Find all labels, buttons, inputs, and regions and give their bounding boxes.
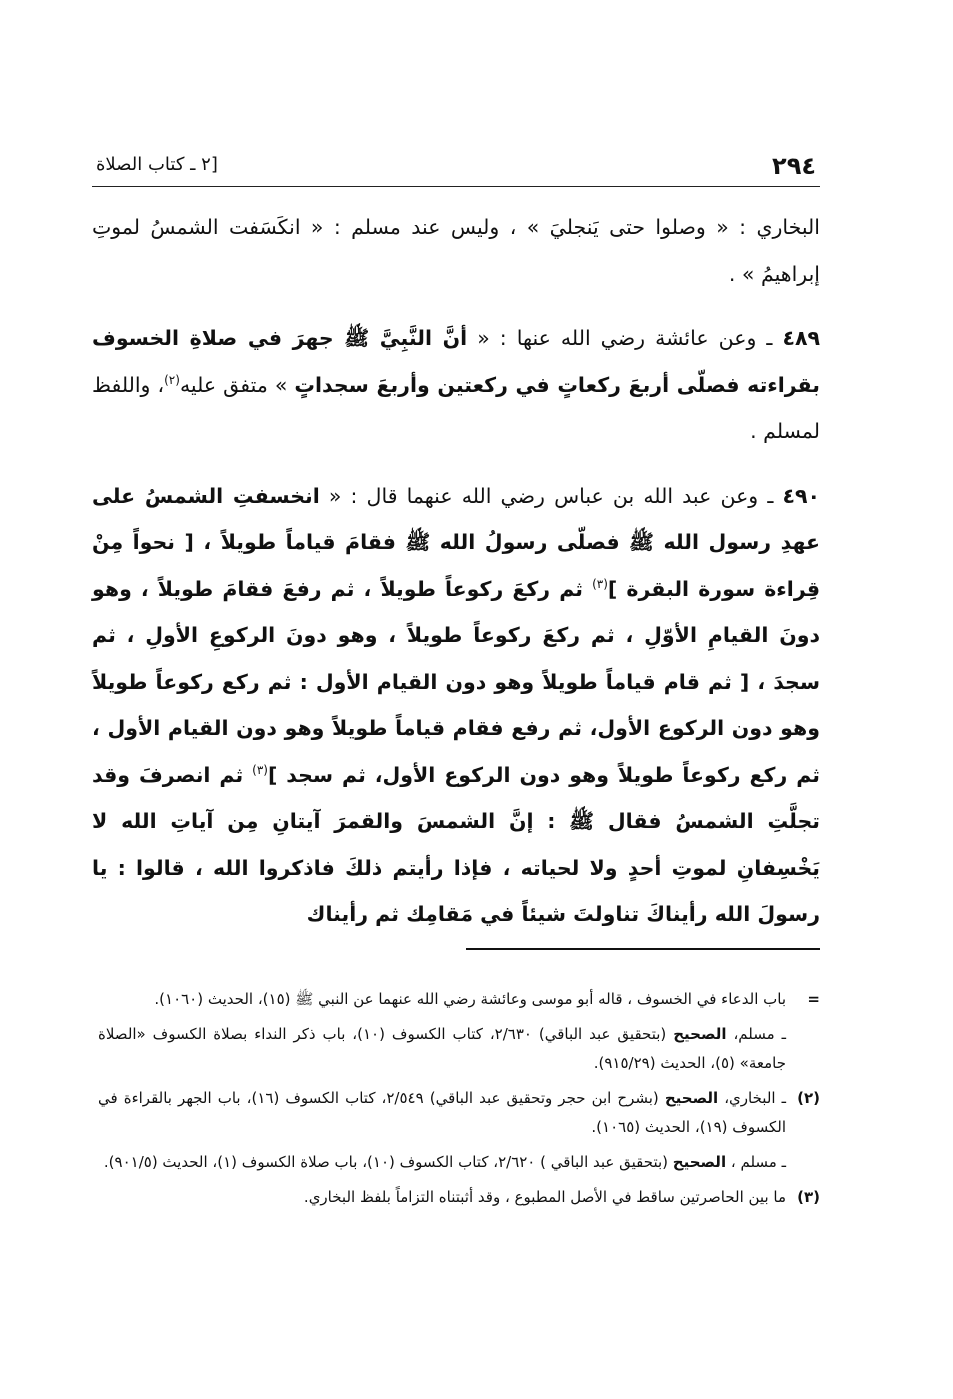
page-header — [92, 146, 820, 187]
hadith-text-part3: ثم انصرفَ وقد تجلَّتِ الشمسُ فقال ﷺ : إنَّ الشمسَ والقمرَ آيتانِ مِن آياتِ الله لا يَخْسِفانِ لموتِ أحدٍ ولا لحياته ، فإذا رأيتم ذلكَ فاذكروا الله ، قالوا : يا رسولَ الله رأيناكَ تناولتَ شيئاً في مَقامِك ثم رأيناك — [92, 762, 820, 926]
footnote-continuation-muslim — [98, 1020, 820, 1078]
book-title: الصحيح — [673, 1025, 727, 1043]
book-title: الصحيح — [664, 1089, 719, 1107]
footnote-mark: = — [807, 990, 820, 1008]
footnote-2 — [98, 1084, 820, 1142]
hadith-489 — [92, 315, 820, 455]
footnote-mark: (٣) — [797, 1188, 820, 1206]
footnote-text: ـ البخاري، — [718, 1089, 787, 1107]
hadith-text: أنَّ النَّبِيَّ ﷺ جهرَ في صلاةِ الخسوف بقراءته فصلّى أربعَ ركعاتٍ في ركعتين وأربعَ سجداتٍ — [92, 326, 820, 397]
footnote-ref[interactable]: (٣) — [592, 576, 608, 591]
footnote-ref[interactable]: (٣) — [252, 762, 268, 777]
footnote-text: (بتحقيق عبد الباقي) ٢/٦٣٠، كتاب الكسوف (١٠)، باب ذكر النداء بصلاة الكسوف «الصلاة جامعة» (٥)، الحديث (٩١٥/٢٩). — [98, 1025, 786, 1072]
footnote-ref[interactable]: (٢) — [164, 372, 180, 387]
hadith-490 — [92, 473, 820, 938]
footnote-mark: (٢) — [797, 1089, 820, 1107]
running-title: [٢ ـ كتاب الصلاة — [96, 154, 218, 175]
main-text — [92, 204, 820, 938]
footnote-text: ـ مسلم ، — [726, 1153, 786, 1171]
hadith-number: ٤٨٩ — [782, 326, 820, 350]
footnote-text: (بتحقيق عبد الباقي ) ٢/٦٢٠، كتاب الكسوف (١٠)، باب صلاة الكسوف (١)، الحديث (٩٠١/٥). — [103, 1153, 673, 1171]
footnote-3 — [98, 1183, 820, 1212]
footnotes — [98, 985, 820, 1218]
footnote-divider — [466, 948, 820, 950]
footnote-continuation — [98, 985, 820, 1014]
footnote-2-muslim — [98, 1148, 820, 1177]
hadith-number: ٤٩٠ — [782, 483, 820, 508]
hadith-tail: ، واللفظ لمسلم . — [92, 372, 820, 443]
hadith-intro: ـ وعن عبد الله بن عباس رضي الله عنهما قال : « — [319, 483, 783, 508]
hadith-intro: ـ وعن عائشة رضي الله عنها : « — [467, 326, 783, 350]
hadith-attribution: » متفق عليه — [179, 372, 295, 397]
page-number: ٢٩٤ — [772, 152, 816, 180]
hadith-text-part2: ثم ركعَ ركوعاً طويلاً ، ثم رفعَ فقامَ طويلاً ، وهو دونَ القيامِ الأوّلِ ، ثم ركعَ ركوعاً طويلاً ، وهو دونَ الركوعِ الأولِ ، ثم سجدَ ، [ ثم قام قياماً طويلاً وهو دون القيام الأول : ثم ركع ركوعاً طويلاً وهو دون الركوع الأول، ثم رفع فقام قياماً طويلاً وهو دون القيام الأول ، ثم ركع ركوعاً طويلاً وهو دون الركوع الأول، ثم سجد ] — [92, 576, 820, 787]
paragraph-continuation: البخاري : « وصلوا حتى يَنجليَ » ، وليس عند مسلم : « انكَسَفت الشمسُ لموتِ إبراهيمُ » . — [92, 215, 820, 286]
footnote-text: ـ مسلم، — [726, 1025, 786, 1043]
book-title: الصحيح — [672, 1153, 727, 1171]
hadith-text-part1: انخسفتِ الشمسُ على عهدِ رسول الله ﷺ فصلّى رسولُ الله ﷺ فقامَ قياماً طويلاً ، [ نحواً مِنْ قِراءة سورة البقرة ] — [92, 483, 820, 601]
footnote-text: ما بين الحاصرتين ساقط في الأصل المطبوع ، وقد أثبتناه التزاماً بلفظ البخاري. — [303, 1188, 786, 1206]
footnote-text: باب الدعاء في الخسوف ، قاله أبو موسى وعائشة رضي الله عنهما عن النبي ﷺ (١٥)، الحديث (١٠٦٠). — [154, 990, 786, 1008]
footnote-text: (بشرح ابن حجر وتحقيق عبد الباقي) ٢/٥٤٩، كتاب الكسوف (١٦)، باب الجهر بالقراءة في الكسوف (١٩)، الحديث (١٠٦٥). — [98, 1089, 786, 1136]
